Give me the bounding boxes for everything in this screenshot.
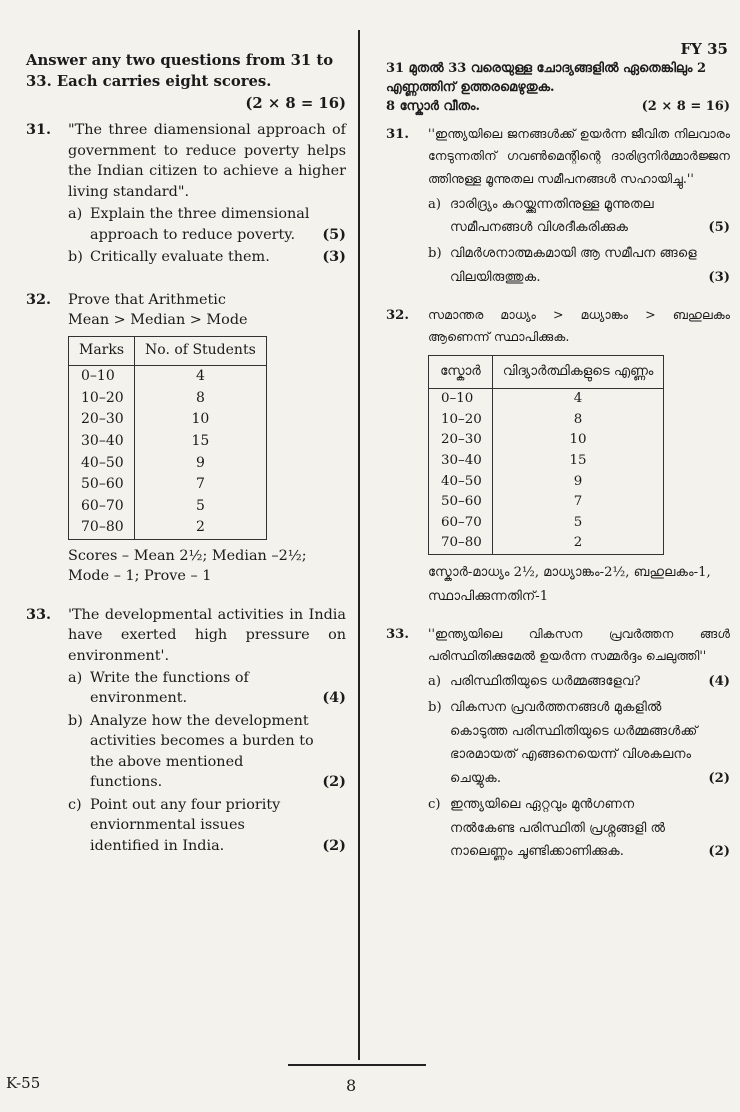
sub-label: a) xyxy=(428,673,442,689)
marks: (3) xyxy=(322,248,346,266)
class-interval-cell: 10–20 xyxy=(69,388,135,410)
instruction-score-value: (2 × 8 = 16) xyxy=(641,98,730,114)
table-row xyxy=(69,517,267,539)
sub-text: Analyze how the development activities becomes a burden to the above mentioned functions. xyxy=(90,712,314,791)
instruction: 31 മുതൽ 33 വരെയുള്ള ചോദ്യങ്ങളിൽ ഏതെങ്കിലും 2 എണ്ണത്തിന് ഉത്തരമെഴുതുക. xyxy=(386,61,707,95)
sub-text: പരിസ്ഥിതിയുടെ ധർമ്മങ്ങളേവ? xyxy=(450,673,641,689)
frequency-cell: 4 xyxy=(135,366,267,388)
table-row xyxy=(429,430,664,451)
frequency-cell: 15 xyxy=(135,431,267,453)
table-body xyxy=(69,366,267,539)
table-row xyxy=(69,409,267,431)
malayalam-column xyxy=(386,60,730,864)
table-header-row xyxy=(69,337,267,366)
sub-label: b) xyxy=(68,249,83,266)
sub-text: ദാരിദ്ര്യം കുറയ്ക്കുന്നതിനുള്ള മൂന്നുതല സമീപനങ്ങൾ വിശദീകരിക്കുക xyxy=(450,196,654,236)
sub-text: ഇന്ത്യയിലെ ഏറ്റവും മുൻഗണന നൽകേണ്ട പരിസ്ഥിതി പ്രശ്നങ്ങളി ൽ നാലെണ്ണം ചൂണ്ടിക്കാണിക്കുക. xyxy=(450,796,666,860)
english-column xyxy=(26,50,346,856)
class-interval-cell: 70–80 xyxy=(69,517,135,539)
class-interval-cell: 20–30 xyxy=(69,409,135,431)
question-31 xyxy=(26,120,346,267)
frequency-cell: 15 xyxy=(492,451,664,472)
question-text: 'The developmental activities in India have exerted high pressure on environment'. xyxy=(68,606,346,664)
table-row xyxy=(429,492,664,513)
table-row xyxy=(69,474,267,496)
table-row xyxy=(69,366,267,388)
frequency-cell: 10 xyxy=(135,409,267,431)
frequency-cell: 9 xyxy=(492,472,664,493)
table-row xyxy=(429,389,664,410)
frequency-table xyxy=(68,336,267,539)
frequency-cell: 9 xyxy=(135,453,267,475)
sub-question-a xyxy=(428,670,730,694)
scoring-note: Scores – Mean 2½; Median –2½; Mode – 1; Prove – 1 xyxy=(68,547,307,585)
question-31 xyxy=(386,123,730,290)
sub-question-b xyxy=(68,711,346,793)
class-interval-cell: 60–70 xyxy=(429,513,493,534)
footer-rule xyxy=(288,1064,426,1066)
col-students-header: No. of Students xyxy=(135,337,267,366)
class-interval-cell: 50–60 xyxy=(69,474,135,496)
column-divider xyxy=(358,30,360,1060)
class-interval-cell: 20–30 xyxy=(429,430,493,451)
table-row xyxy=(429,410,664,431)
instruction-score xyxy=(386,98,730,117)
question-33 xyxy=(386,623,730,864)
frequency-cell: 5 xyxy=(492,513,664,534)
class-interval-cell: 50–60 xyxy=(429,492,493,513)
question-32 xyxy=(386,304,730,609)
class-interval-cell: 70–80 xyxy=(429,533,493,554)
class-interval-cell: 0–10 xyxy=(69,366,135,388)
table-row xyxy=(429,451,664,472)
question-33 xyxy=(26,605,346,856)
marks: (4) xyxy=(322,689,346,707)
page-number: 8 xyxy=(346,1076,357,1095)
sub-question-b xyxy=(68,247,346,267)
instruction-score-value: (2 × 8 = 16) xyxy=(245,94,346,112)
sub-question-b xyxy=(428,242,730,290)
instruction-score xyxy=(26,93,346,114)
table-row xyxy=(69,431,267,453)
class-interval-cell: 10–20 xyxy=(429,410,493,431)
marks: (2) xyxy=(708,771,730,787)
sub-text: Point out any four priority enviornmental issues identified in India. xyxy=(90,796,281,854)
question-text-line1: Prove that Arithmetic xyxy=(68,291,226,308)
col-marks-header: സ്കോർ xyxy=(429,355,493,388)
sub-label: a) xyxy=(68,206,83,223)
question-number: 32. xyxy=(386,307,409,323)
question-number: 33. xyxy=(386,626,409,642)
table-row xyxy=(69,496,267,518)
marks: (2) xyxy=(708,844,730,860)
sub-question-c xyxy=(68,795,346,856)
frequency-cell: 8 xyxy=(492,410,664,431)
class-interval-cell: 40–50 xyxy=(429,472,493,493)
paper-code-footer: K-55 xyxy=(6,1074,41,1092)
sub-question-c xyxy=(428,793,730,864)
class-interval-cell: 30–40 xyxy=(429,451,493,472)
frequency-cell: 4 xyxy=(492,389,664,410)
marks: (5) xyxy=(322,225,346,243)
sub-question-a xyxy=(428,193,730,241)
class-interval-cell: 0–10 xyxy=(429,389,493,410)
sub-label: b) xyxy=(428,246,442,262)
class-interval-cell: 40–50 xyxy=(69,453,135,475)
question-text-line2: Mean > Median > Mode xyxy=(68,311,248,328)
sub-label: c) xyxy=(428,796,441,812)
table-row xyxy=(429,513,664,534)
paper-code-header: FY 35 xyxy=(680,40,728,58)
question-number: 31. xyxy=(26,121,52,139)
question-number: 33. xyxy=(26,605,52,623)
frequency-cell: 10 xyxy=(492,430,664,451)
class-interval-cell: 60–70 xyxy=(69,496,135,518)
col-students-header: വിദ്യാർത്ഥികളുടെ എണ്ണം xyxy=(492,355,664,388)
question-text: ''ഇന്ത്യയിലെ വികസന പ്രവർത്തന ങ്ങൾ പരിസ്ഥിതിക്കുമേൽ ഉയർന്ന സമ്മർദ്ദം ചെലുത്തി'' xyxy=(428,625,730,664)
table-row xyxy=(429,472,664,493)
sub-question-a xyxy=(68,668,346,709)
sub-label: b) xyxy=(68,712,83,729)
sub-text: Write the functions of environment. xyxy=(90,669,249,707)
sub-text: വിമർശനാത്മകമായി ആ സമീപന ങ്ങളെ വിലയിരുത്തുക. xyxy=(450,246,697,285)
frequency-cell: 7 xyxy=(135,474,267,496)
sub-text: Critically evaluate them. xyxy=(90,249,270,266)
frequency-cell: 8 xyxy=(135,388,267,410)
question-32 xyxy=(26,290,346,587)
question-number: 32. xyxy=(26,290,52,308)
marks: (3) xyxy=(708,269,730,285)
class-interval-cell: 30–40 xyxy=(69,431,135,453)
question-text: "The three diamensional approach of government to reduce poverty helps the Indian citizen to achieve a higher living standard". xyxy=(68,122,346,200)
instruction-line2: 8 സ്കോർ വീതം. xyxy=(386,98,481,114)
table-row xyxy=(69,453,267,475)
sub-label: a) xyxy=(428,196,442,212)
sub-label: b) xyxy=(428,699,442,715)
frequency-table xyxy=(428,355,664,555)
sub-label: a) xyxy=(68,669,83,686)
question-text: ''ഇന്ത്യയിലെ ജനങ്ങൾക്ക് ഉയർന്ന ജീവിത നിലവാരം നേടുന്നതിന് ഗവൺമെന്റിന്റെ ദാരിദ്രനിർമ്മാർജ്ജന ത്തിനുള്ള മൂന്നുതല സമീപനങ്ങൾ സഹായിച്ചു.'' xyxy=(428,125,730,186)
col-marks-header: Marks xyxy=(69,337,135,366)
sub-label: c) xyxy=(68,796,82,813)
sub-text: വികസന പ്രവർത്തനങ്ങൾ മുകളിൽ കൊടുത്ത പരിസ്ഥിതിയുടെ ധർമ്മങ്ങൾക്ക് ഭാരമായത് എങ്ങനെയെന്ന് വിശകലനം ചെയ്യുക. xyxy=(450,699,698,787)
frequency-cell: 5 xyxy=(135,496,267,518)
table-body xyxy=(429,389,664,555)
marks: (2) xyxy=(322,836,346,854)
table-row xyxy=(429,533,664,554)
sub-question-b xyxy=(428,696,730,791)
sub-question-a xyxy=(68,204,346,245)
sub-text: Explain the three dimensional approach to reduce poverty. xyxy=(90,206,310,243)
question-number: 31. xyxy=(386,126,409,142)
instruction: Answer any two questions from 31 to 33. Each carries eight scores. xyxy=(26,52,334,91)
marks: (2) xyxy=(322,773,346,791)
frequency-cell: 7 xyxy=(492,492,664,513)
marks: (5) xyxy=(708,220,730,236)
scoring-note: സ്കോർ-മാധ്യം 2½, മാധ്യാങ്കം-2½, ബഹുലകം-1, സ്ഥാപിക്കുന്നതിന്-1 xyxy=(428,565,711,604)
table-row xyxy=(69,388,267,410)
frequency-cell: 2 xyxy=(492,533,664,554)
table-header-row xyxy=(429,355,664,388)
marks: (4) xyxy=(708,673,730,689)
question-text: സമാന്തര മാധ്യം > മധ്യാങ്കം > ബഹുലകം ആണെന്ന് സ്ഥാപിക്കുക. xyxy=(428,306,730,345)
frequency-cell: 2 xyxy=(135,517,267,539)
